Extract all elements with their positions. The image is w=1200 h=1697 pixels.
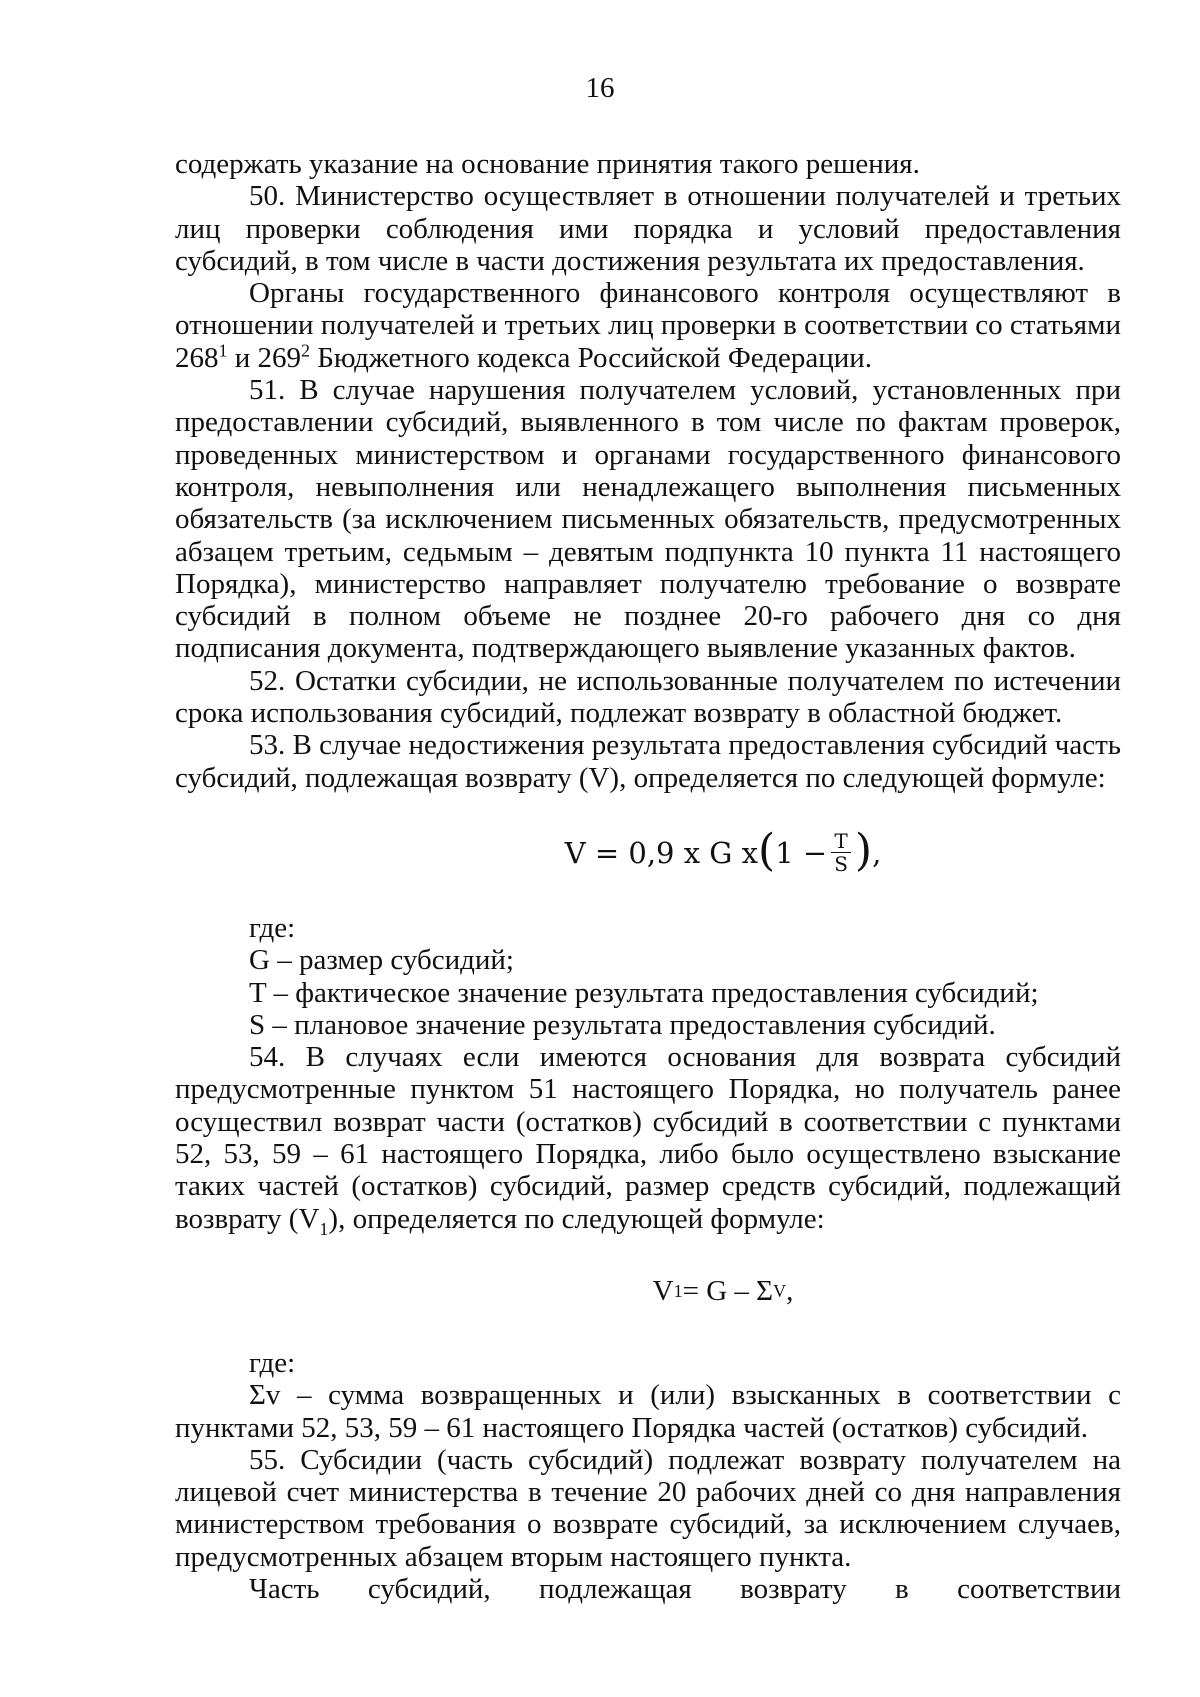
formula-fraction xyxy=(831,830,851,875)
definition-g: G – размер субсидий; xyxy=(249,944,514,977)
formula-v1-rhs: = G – Σ xyxy=(682,1274,774,1307)
where-label: где: xyxy=(249,911,296,944)
text: ), определяется по следующей формуле: xyxy=(328,1202,825,1235)
text: и 269 xyxy=(227,341,302,374)
formula-close-paren: ) xyxy=(854,824,873,876)
text: Органы государственного финансового контроля осуществляют в отношении получателей и третьих лиц проверки в соответствии со статьями 268 xyxy=(175,277,1121,374)
formula-comma: , xyxy=(872,835,882,870)
text: 54. В случаях если имеются основания для возврата субсидий предусмотренные пунктом 51 настоящего Порядка, но получатель ранее осуществил возврат части (остатков) субсидий в соответствии с пунктами 52, 53, 59 – 61 настоящего Порядка, либо было осуществлено взыскание таких частей (остатков) субсидий, размер средств субсидий, подлежащий возврату (V xyxy=(175,1041,1121,1235)
fraction-numerator: T xyxy=(831,830,850,853)
paragraph-55-continuation: Часть субсидий, подлежащая возврату в соответствии xyxy=(249,1572,1121,1605)
paragraph-52: 52. Остатки субсидии, не использованные получателем по истечении срока использования субсидий, подлежат возврату в областной бюджет. xyxy=(175,664,1121,730)
formula-open-paren: ( xyxy=(758,824,776,876)
paragraph-51: 51. В случае нарушения получателем условий, установленных при предоставлении субсидий, выявленного в том числе по фактам проверок, проведенных министерством и органами государственного финансового контроля, невыполнения или ненадлежащего выполнения письменных обязательств (за исключением письменных обязательств, предусмотренных абзацем третьим, седьмым – девятым подпункта 10 пункта 11 настоящего Порядка), министерство направляет получателю требование о возврате субсидий в полном объеме не позднее 20-го рабочего дня со дня подписания документа, подтверждающего выявление указанных фактов. xyxy=(175,374,1121,665)
formula-lhs: V = 0,9 x G x xyxy=(564,835,759,870)
formula-v xyxy=(175,794,1121,912)
formula-comma: , xyxy=(786,1274,794,1307)
paragraph-continuation: содержать указание на основание принятия такого решения. xyxy=(175,148,920,180)
formula-v1-lhs: V xyxy=(652,1274,674,1307)
definition-s: S – плановое значение результата предоставления субсидий. xyxy=(249,1008,996,1041)
superscript: 2 xyxy=(301,340,311,361)
subscript: 1 xyxy=(319,1218,329,1239)
definition-sigma: Σᴠ – сумма возвращенных и (или) взысканных в соответствии с пунктами 52, 53, 59 – 61 настоящего Порядка частей (остатков) субсидий. xyxy=(175,1379,1121,1444)
formula-v1: V 1 = G – Σ V , xyxy=(652,1274,794,1307)
formula-one-minus: 1 − xyxy=(775,835,828,870)
text: Бюджетного кодекса Российской Федерации. xyxy=(310,341,873,374)
fraction-denominator: S xyxy=(834,852,848,877)
paragraph-50-audit xyxy=(175,277,1121,374)
superscript: 1 xyxy=(218,340,228,361)
paragraph-55: 55. Субсидии (часть субсидий) подлежат возврату получателем на лицевой счет министерства в течение 20 рабочих дней со дня направления министерством требования о возврате субсидий, за исключением случаев, предусмотренных абзацем вторым настоящего пункта. xyxy=(175,1443,1121,1573)
definition-t: T – фактическое значение результата предоставления субсидий; xyxy=(249,976,1039,1009)
paragraph-53: 53. В случае недостижения результата предоставления субсидий часть субсидий, подлежащая возврату (V), определяется по следующей формуле: xyxy=(175,729,1121,794)
paragraph-50: 50. Министерство осуществляет в отношении получателей и третьих лиц проверки соблюдения ими порядка и условий предоставления субсидий, в том числе в части достижения результата их предоставления. xyxy=(175,180,1121,277)
paragraph-54 xyxy=(175,1041,1121,1239)
page-number: 16 xyxy=(585,72,615,104)
document-body xyxy=(175,148,1121,1605)
where-label: где: xyxy=(249,1346,296,1379)
